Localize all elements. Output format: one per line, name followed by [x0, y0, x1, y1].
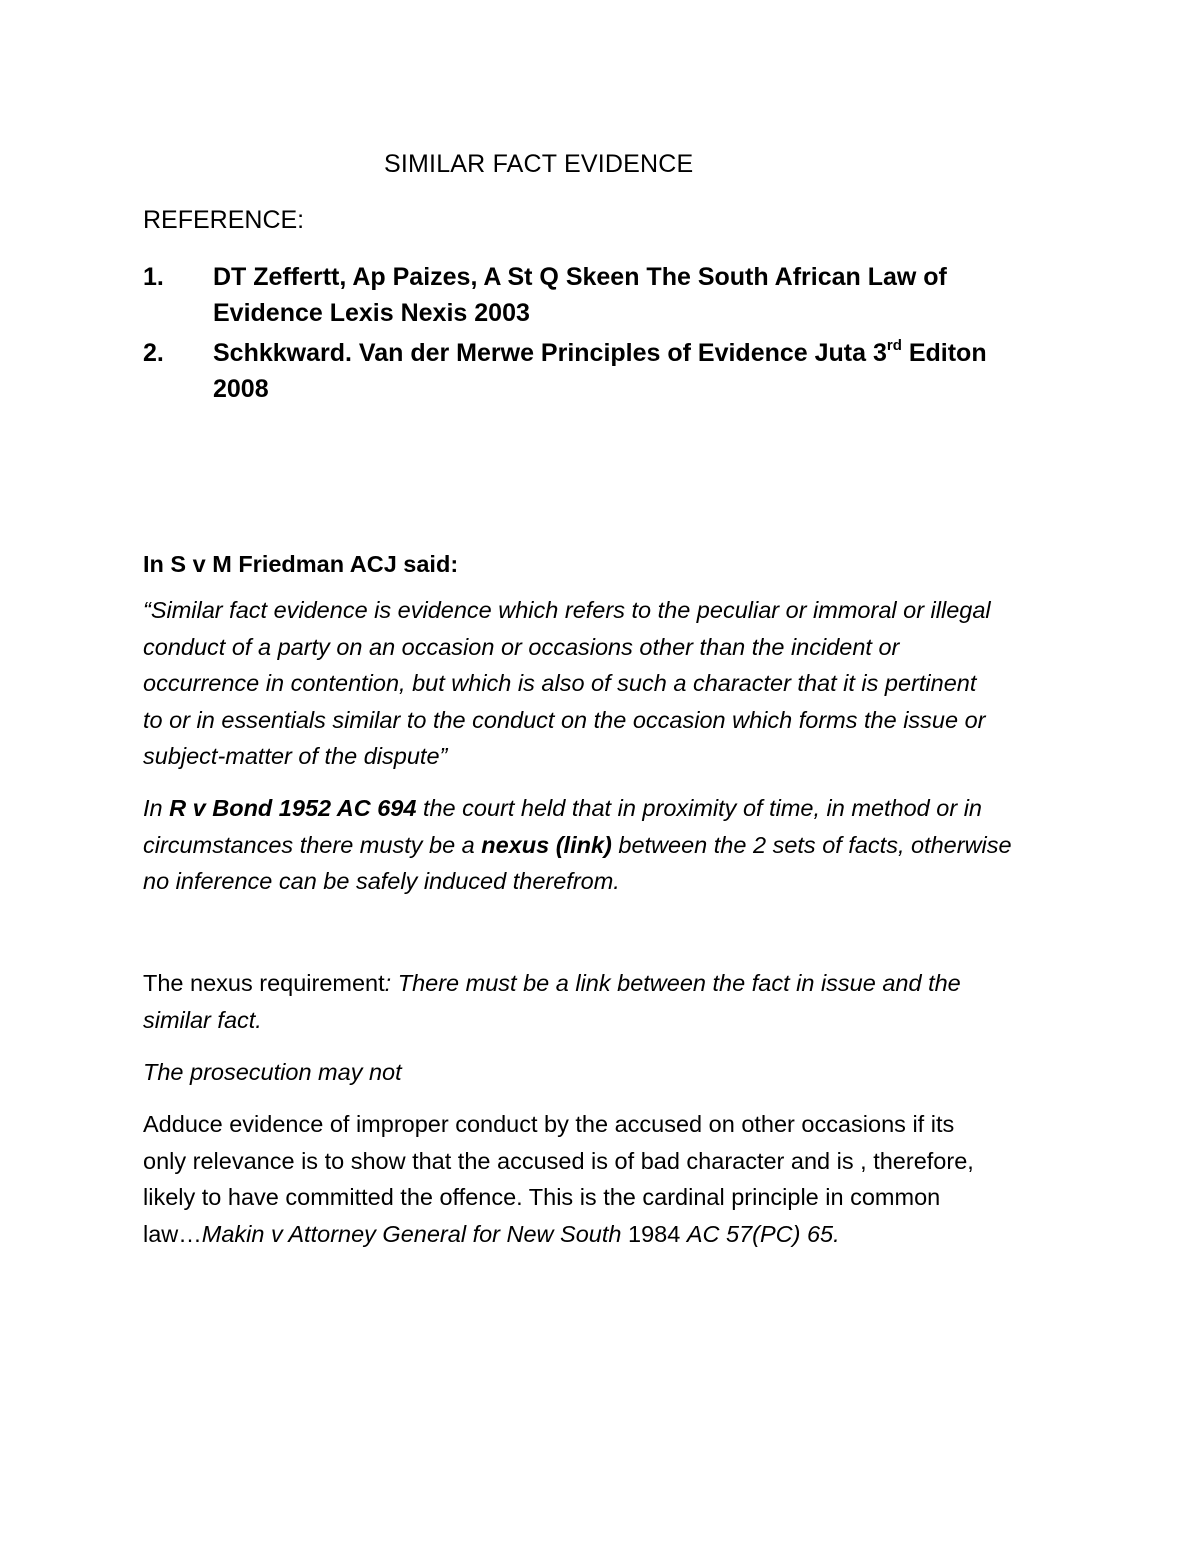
text-part: the court held that in proximity of time, in method or in	[416, 795, 982, 821]
page-title: SIMILAR FACT EVIDENCE	[384, 150, 694, 178]
text-part: In	[143, 795, 170, 821]
case-citation: AC 57(PC) 65.	[686, 1220, 840, 1247]
friedman-quote	[143, 592, 1073, 775]
case-citation: Makin v Attorney General for New South	[201, 1220, 622, 1247]
adduce-paragraph	[143, 1106, 1073, 1252]
text-part: 1984	[621, 1220, 687, 1247]
reference-text-line: Evidence Lexis Nexis 2003	[213, 299, 530, 327]
paragraph-line: no inference can be safely induced therefrom.	[143, 868, 620, 894]
reference-text-line: DT Zeffertt, Ap Paizes, A St Q Skeen The South African Law of	[213, 263, 947, 291]
paragraph-line: only relevance is to show that the accused is of bad character and is , therefore,	[143, 1147, 974, 1174]
ordinal-suffix: rd	[886, 336, 902, 354]
reference-number: 1.	[143, 263, 164, 291]
bond-paragraph	[143, 790, 1073, 900]
reference-text-part: Schkkward. Van der Merwe Principles of Evidence Juta 3	[213, 339, 887, 367]
paragraph-line: likely to have committed the offence. This is the cardinal principle in common	[143, 1184, 941, 1210]
quote-line: “Similar fact evidence is evidence which refers to the peculiar or immoral or illegal	[143, 597, 991, 623]
reference-label: REFERENCE:	[143, 206, 305, 234]
paragraph-line	[143, 1216, 1073, 1253]
text-part: between the 2 sets of facts, otherwise	[611, 831, 1012, 858]
list-item	[143, 335, 1083, 407]
text-part: law…	[143, 1220, 202, 1247]
reference-number: 2.	[143, 339, 164, 367]
reference-text-line: 2008	[213, 375, 269, 403]
quote-line: subject-matter of the dispute”	[143, 743, 448, 769]
paragraph-line: Adduce evidence of improper conduct by the accused on other occasions if its	[143, 1111, 955, 1137]
quote-line: conduct of a party on an occasion or occasions other than the incident or	[143, 633, 900, 660]
paragraph-line: similar fact.	[143, 1006, 262, 1033]
list-item	[143, 259, 1083, 331]
reference-text-part: Editon	[901, 339, 987, 367]
paragraph-line	[143, 965, 1073, 1002]
quote-line: occurrence in contention, but which is also of such a character that it is pertinent	[143, 670, 977, 696]
nexus-label: The nexus requirement	[143, 970, 385, 996]
paragraph-line	[143, 790, 1073, 827]
reference-list	[143, 259, 1083, 411]
prosecution-line: The prosecution may not	[143, 1059, 402, 1085]
text-part: circumstances there musty be a	[143, 831, 482, 858]
case-citation: R v Bond 1952 AC 694	[169, 795, 417, 821]
nexus-term: nexus (link)	[481, 831, 612, 858]
quote-line: to or in essentials similar to the conduct on the occasion which forms the issue or	[143, 706, 986, 733]
paragraph-line	[143, 827, 1073, 864]
reference-text-line	[213, 335, 1083, 371]
text-part: : There must be a link between the fact in issue and the	[384, 970, 961, 996]
friedman-heading: In S v M Friedman ACJ said:	[143, 551, 459, 577]
nexus-paragraph	[143, 965, 1073, 1038]
